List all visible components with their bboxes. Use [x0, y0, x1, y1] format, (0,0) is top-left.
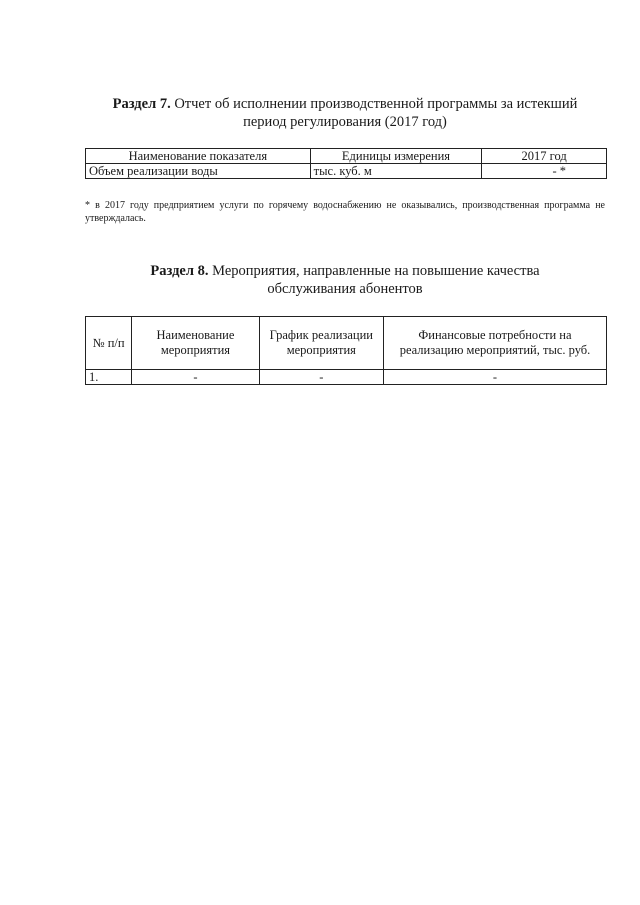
section-7-label: Раздел 7.: [112, 96, 171, 112]
cell-activity-name: -: [132, 370, 259, 385]
cell-indicator: Объем реализации воды: [86, 164, 311, 179]
section-7-heading: [80, 95, 610, 131]
section-7-title-line1: Отчет об исполнении производственной программы за истекший: [174, 96, 578, 112]
table-header-row: [86, 149, 607, 164]
column-header-number: № п/п: [86, 317, 132, 370]
cell-value: - *: [482, 164, 607, 179]
section-8-heading: [80, 262, 610, 298]
cell-number: 1.: [86, 370, 132, 385]
column-header-indicator: Наименование показателя: [86, 149, 311, 164]
section-7-footnote: * в 2017 году предприятием услуги по горячему водоснабжению не оказывались, производственная программа не утверждалась.: [85, 200, 605, 224]
table-row: [86, 370, 607, 385]
section-8-title-line1: Мероприятия, направленные на повышение качества: [212, 263, 540, 279]
column-header-year: 2017 год: [482, 149, 607, 164]
section-8-label: Раздел 8.: [150, 263, 209, 279]
cell-units: тыс. куб. м: [310, 164, 482, 179]
section-8-title-line2: обслуживания абонентов: [267, 281, 423, 297]
column-header-activity-name: Наименование мероприятия: [132, 317, 259, 370]
section-7-title-line2: период регулирования (2017 год): [243, 114, 447, 130]
cell-financial-needs: -: [383, 370, 606, 385]
cell-schedule: -: [259, 370, 383, 385]
table-row: [86, 164, 607, 179]
section-7-table: [85, 148, 607, 179]
column-header-units: Единицы измерения: [310, 149, 482, 164]
section-8-table: [85, 316, 607, 385]
column-header-schedule: График реализации мероприятия: [259, 317, 383, 370]
table-header-row: [86, 317, 607, 370]
column-header-financial-needs: Финансовые потребности на реализацию мероприятий, тыс. руб.: [383, 317, 606, 370]
